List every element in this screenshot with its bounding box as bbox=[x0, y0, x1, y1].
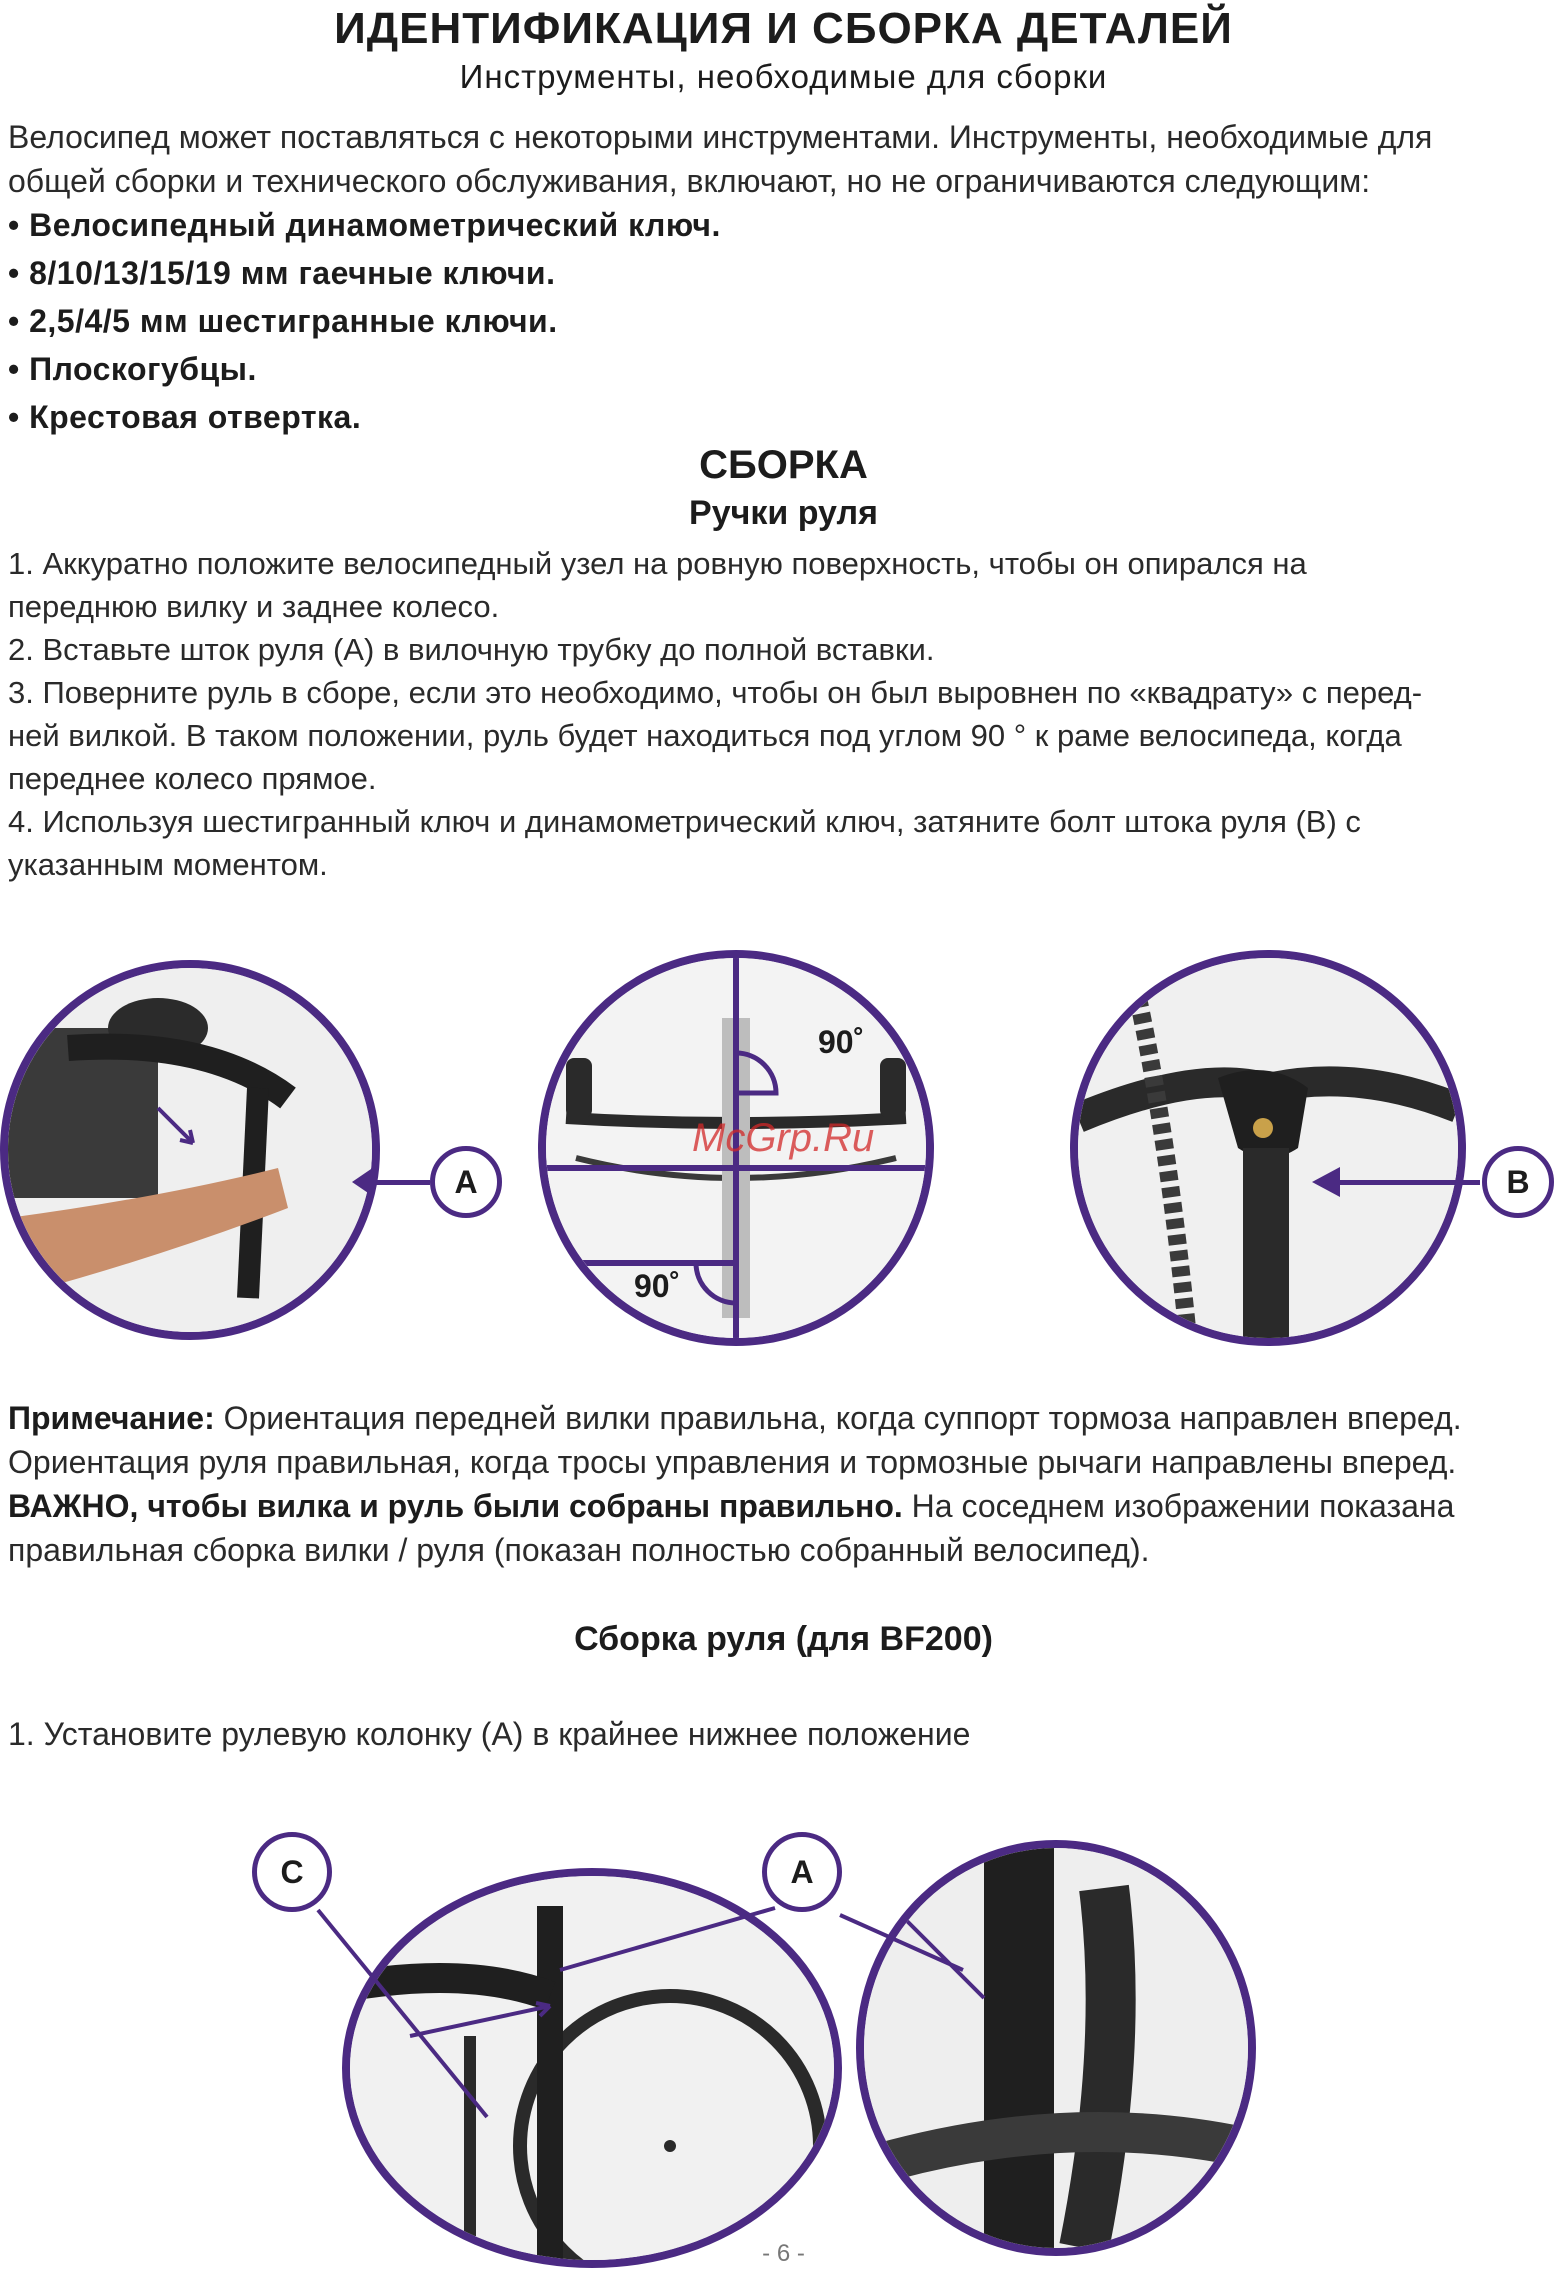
note-important: ВАЖНО, чтобы вилка и руль были собраны правильно. bbox=[8, 1488, 903, 1524]
note-line-2: Ориентация руля правильная, когда тросы управления и тормозные рычаги направлены вперед. bbox=[8, 1444, 1457, 1480]
page-number: - 6 - bbox=[762, 2240, 805, 2267]
note-line-1: Примечание: Ориентация передней вилки правильна, когда суппорт тормоза направлен вперед. bbox=[8, 1400, 1462, 1436]
note-label: Примечание: bbox=[8, 1400, 215, 1436]
pointer-a-left bbox=[560, 1908, 775, 1970]
bf200-step-1: 1. Установите рулевую колонку (А) в крайнее нижнее положение bbox=[8, 1716, 971, 1752]
note-line-3: ВАЖНО, чтобы вилка и руль были собраны правильно. На соседнем изображении показана bbox=[8, 1488, 1455, 1524]
step-line: 3. Поверните руль в сборе, если это необходимо, чтобы он был выровнен по «квадрату» с перед- bbox=[8, 675, 1423, 710]
note-line-4: правильная сборка вилки / руля (показан полностью собранный велосипед). bbox=[8, 1532, 1150, 1568]
step-line: переднюю вилку и заднее колесо. bbox=[8, 589, 500, 624]
tool-item: • Плоскогубцы. bbox=[8, 351, 257, 387]
intro-line-1: Велосипед может поставляться с некоторыми инструментами. Инструменты, необходимые для bbox=[8, 119, 1433, 155]
subsection-title-handlebars: Ручки руля bbox=[689, 494, 878, 532]
arrow-left-icon bbox=[1312, 1167, 1340, 1197]
step-line: 4. Используя шестигранный ключ и динамометрический ключ, затяните болт штока руля (В) с bbox=[8, 804, 1361, 839]
bike-stem-illustration bbox=[8, 968, 372, 1332]
callout-label-a: A bbox=[430, 1146, 502, 1218]
step-line: переднее колесо прямое. bbox=[8, 761, 377, 796]
step-line: указанным моментом. bbox=[8, 847, 328, 882]
pointer-a-right bbox=[840, 1915, 963, 1970]
step-line: 1. Аккуратно положите велосипедный узел на ровную поверхность, чтобы он опирался на bbox=[8, 546, 1307, 581]
step-line: ней вилкой. В таком положении, руль будет находиться под углом 90 ° к раме велосипеда, когда bbox=[8, 718, 1402, 753]
angle-label-top: 90˚ bbox=[818, 1024, 865, 1060]
callout-pointers bbox=[0, 1820, 1567, 2240]
photo-stem-insertion bbox=[0, 960, 380, 1340]
callout-label-a2: A bbox=[762, 1832, 842, 1912]
tool-item: • Велосипедный динамометрический ключ. bbox=[8, 207, 721, 243]
watermark: McGrp.Ru bbox=[692, 1116, 875, 1160]
stem-bolt-illustration bbox=[1078, 958, 1458, 1338]
page-title: ИДЕНТИФИКАЦИЯ И СБОРКА ДЕТАЛЕЙ bbox=[334, 4, 1233, 53]
arrow-left-icon bbox=[352, 1167, 374, 1197]
intro-line-2: общей сборки и технического обслуживания, включают, но не ограничиваются следующим: bbox=[8, 163, 1371, 199]
section-title-assembly: СБОРКА bbox=[699, 443, 868, 487]
angle-label-bottom: 90˚ bbox=[634, 1268, 681, 1304]
tool-item: • Крестовая отвертка. bbox=[8, 399, 362, 435]
pointer-c bbox=[318, 1910, 487, 2117]
subsection-title-bf200: Сборка руля (для BF200) bbox=[574, 1620, 993, 1658]
callout-label-c: C bbox=[252, 1832, 332, 1912]
tool-item: • 2,5/4/5 мм шестигранные ключи. bbox=[8, 303, 558, 339]
pointer-line-b bbox=[1340, 1180, 1480, 1185]
callout-label-b: B bbox=[1482, 1146, 1554, 1218]
tool-item: • 8/10/13/15/19 мм гаечные ключи. bbox=[8, 255, 556, 291]
page-subtitle: Инструменты, необходимые для сборки bbox=[459, 58, 1108, 95]
photo-stem-bolt bbox=[1070, 950, 1466, 1346]
step-line: 2. Вставьте шток руля (А) в вилочную трубку до полной вставки. bbox=[8, 632, 935, 667]
